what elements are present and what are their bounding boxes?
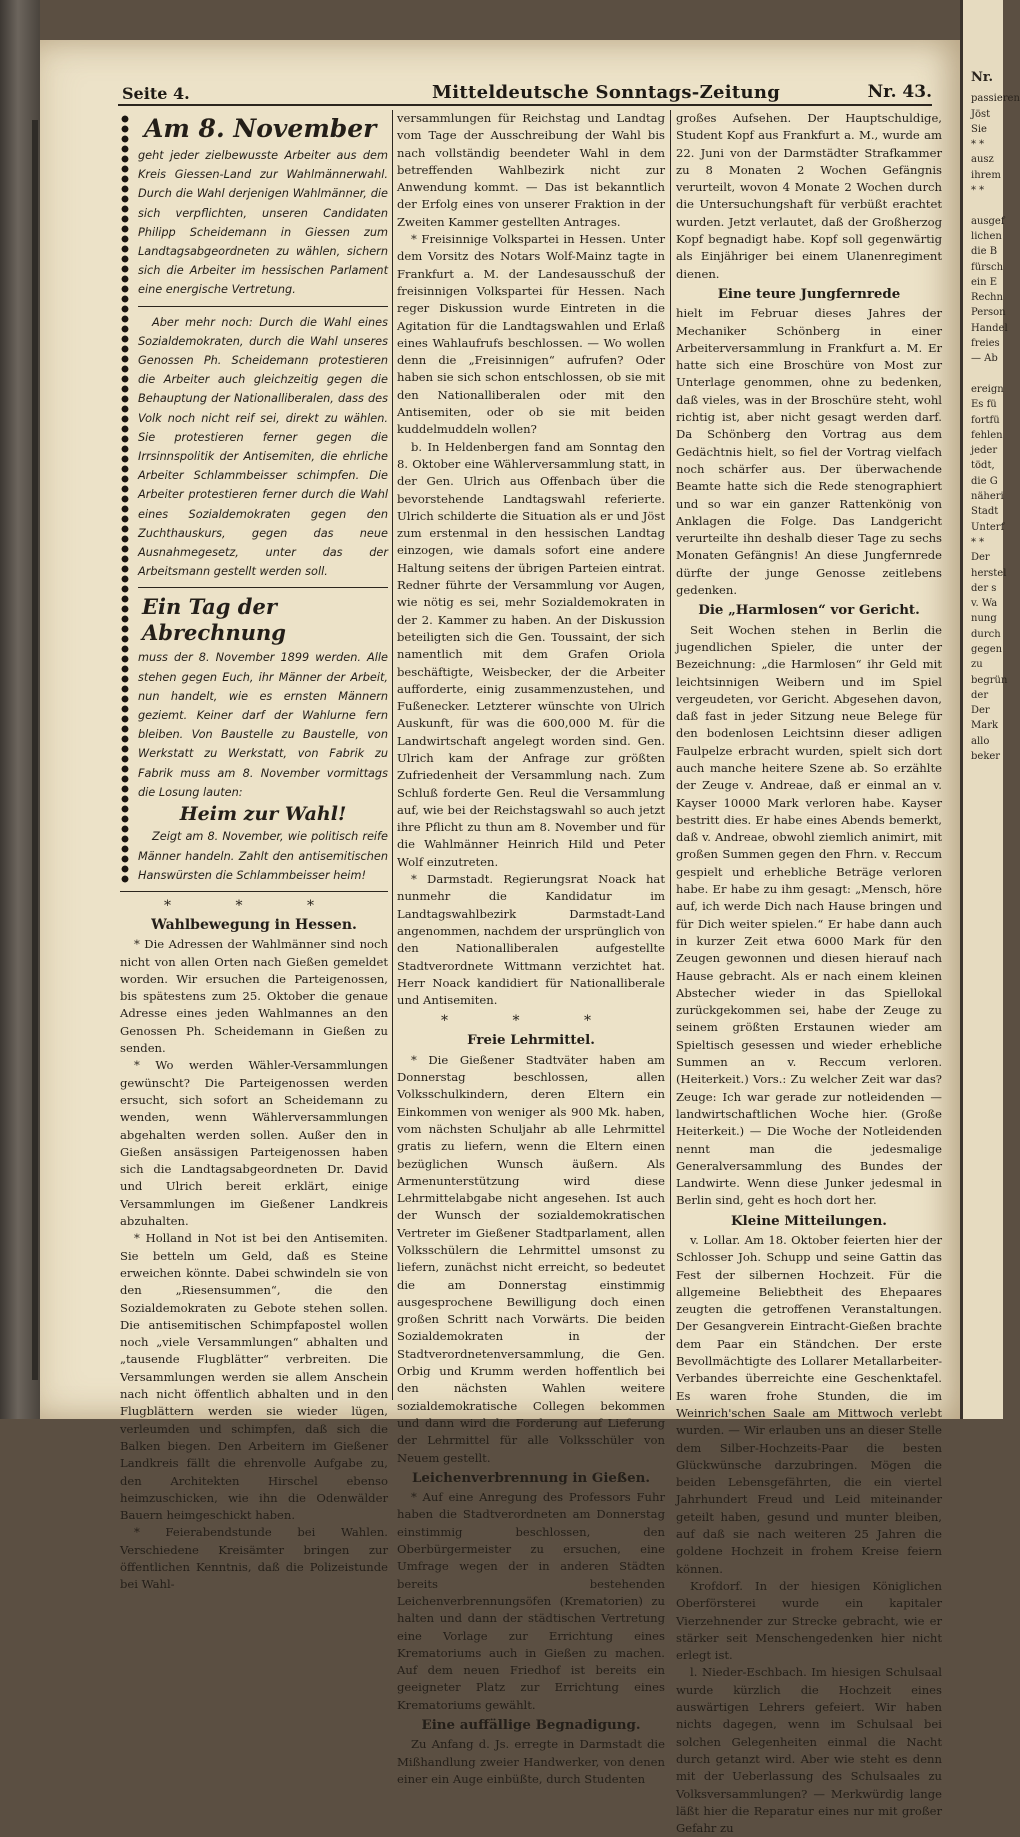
paragraph: Zu Anfang d. Js. erregte in Darmstadt die Mißhandlung zweier Handwerker, von denen einer ein Auge einbüßte, durch Studenten <box>397 1737 665 1786</box>
edge-line: die B <box>971 246 998 258</box>
edge-line: lichen <box>971 230 1002 242</box>
dotted-border <box>120 114 130 885</box>
article-heading: Eine teure Jungfernrede <box>717 285 901 302</box>
book-binding <box>0 0 40 1419</box>
header-rule <box>118 104 932 106</box>
edge-line: — Ab <box>971 353 998 365</box>
edge-line: * * <box>971 185 985 197</box>
edge-line: Jöst <box>971 108 991 120</box>
edge-line: Stadt <box>971 506 999 518</box>
edge-line <box>971 198 1005 213</box>
edge-line: fehlen <box>971 429 1003 441</box>
masthead <box>122 80 932 104</box>
edge-line: fortfü <box>971 414 1000 426</box>
paragraph: * Auf eine Anregung des Professors Fuhr haben die Stadtverordneten am Donnerstag einstimmig beschlossen, den Oberbürgermeister zu ersuchen, eine Umfrage wegen der in anderen Städten bereits bestehenden Leichenverbrennungsöfen (Krematorien) zu halten und dann der städtischen Vertretung eine Vorlage zur Errichtung eines Krematoriums auch in Gießen zu machen. Auf dem neuen Friedhof ist bereits ein geeigneter Platz zur Errichtung eines Krematoriums gewählt. <box>397 1490 665 1712</box>
edge-line: nung <box>971 613 997 625</box>
appeal-text: muss der 8. November 1899 werden. Alle stehen gegen Euch, ihr Männer der Arbeit, nun handelt, wie es ernsten Männern geziemt. Keiner darf der Wahlurne fern bleiben. Von Baustelle zu Baustelle, von Werkstatt zu Werkstatt, von Fabrik zu Fabrik muss am 8. November vormittags die Losung lauten: <box>138 651 388 799</box>
paragraph: * Feierabendstunde bei Wahlen. Verschiedene Kreisämter bringen zur öffentlichen Kenntnis, daß die Polizeistunde bei Wahl- <box>120 1525 388 1592</box>
section-heading: Wahlbewegung in Hessen. <box>151 917 357 933</box>
article-heading: Kleine Mitteilungen. <box>731 1212 887 1229</box>
edge-line: gegen <box>971 643 1003 655</box>
edge-line: Sie <box>971 123 987 135</box>
edge-line: jeder <box>971 445 998 457</box>
section-separator: * * * <box>441 1013 621 1030</box>
paragraph: großes Aufsehen. Der Hauptschuldige, Student Kopf aus Frankfurt a. M., wurde am 22. Juni von der Darmstädter Strafkammer zu 8 Monaten 2 Wochen Gefängnis verurteilt, wovon 4 Monate 2 Wochen durch die Untersuchungshaft für verbüßt erachtet wurden. Jetzt verlautet, daß der Großherzog Kopf begnadigt habe. Kopf soll gegenwärtig als Einjähriger bei einem Ulanenregiment dienen. <box>676 111 942 281</box>
paragraph: * Wo werden Wähler-Versammlungen gewünscht? Die Parteigenossen werden ersucht, sich sofort an Scheidemann zu wenden, wenn Wählerversammlungen abgehalten werden sollen. Außer den in Gießen ansässigen Parteigenossen haben sich die Landtagsabgeordneten Dr. David und Ulrich bereit erklärt, einige Versammlungen im Gießener Landkreis abzuhalten. <box>120 1058 388 1229</box>
column-rule <box>670 110 671 1400</box>
article-heading: Eine auffällige Begnadigung. <box>421 1717 641 1734</box>
edge-line: durch <box>971 628 1001 640</box>
edge-line: Handel <box>971 322 1008 334</box>
edge-line: näheri <box>971 491 1004 503</box>
paragraph: hielt im Februar dieses Jahres der Mechaniker Schönberg in einer Arbeiterversammlung in Frankfurt a. M. Er hatte sich eine Broschüre von Most zur Unterlage genommen, ohne zu bedenken, daß vieles, was in der Broschüre steht, wohl richtig ist, aber nicht gesagt werden darf. Da Schönberg den Vortrag aus dem Gedächtnis hielt, so fiel der Vortrag vielfach noch schärfer aus. Der überwachende Beamte hatte sich die Rede stenographiert und so war ein ganzer Rattenkönig von Anklagen die Folge. Das Landgericht verurteilte ihn deshalb dieser Tage zu sechs Monaten Gefängnis! An diese Jungfernrede dürfte der junge Genosse zeitlebens gedenken. <box>676 306 942 598</box>
edge-line: ein E <box>971 276 998 288</box>
appeal-text: geht jeder zielbewusste Arbeiter aus dem Kreis Giessen-Land zur Wahlmännerwahl. Durch die Wahl derjenigen Wahlmänner, die sich verpflichten, unseren Candidaten Philipp Scheidemann in Giessen zum Landtagsabgeordneten zu wählen, sichern sich die Arbeiter im hessischen Parlament eine energische Vertretung. <box>138 149 388 297</box>
edge-line: Der <box>971 552 990 564</box>
page-number: Seite 4. <box>122 84 190 103</box>
appeal-slogan: Heim zur Wahl! <box>179 803 347 826</box>
edge-line: Rechn <box>971 292 1003 304</box>
next-page-edge <box>960 0 1020 1419</box>
divider <box>138 587 388 588</box>
edge-line: Person <box>971 307 1006 319</box>
column-3 <box>676 110 942 1836</box>
article-heading: Die „Harmlosen“ vor Gericht. <box>698 602 920 619</box>
edge-line: ausz <box>971 154 994 166</box>
paragraph: * Die Adressen der Wahlmänner sind noch nicht von allen Orten nach Gießen gemeldet worden. Wir ersuchen die Parteigenossen, bis spätestens zum 25. Oktober die genaue Adresse eines jeden Wahlmannes an den Genossen Ph. Scheidemann in Gießen zu senden. <box>120 937 388 1056</box>
edge-line: allo <box>971 735 990 747</box>
edge-line: v. Wa <box>971 598 998 610</box>
edge-line: ereign <box>971 383 1004 395</box>
paragraph: * Darmstadt. Regierungsrat Noack hat nunmehr die Kandidatur im Landtagswahlbezirk Darmstadt-Land angenommen, nachdem der ursprünglich von den Nationalliberalen aufgestellte Stadtverordnete Wittmann verzichtet hat. Herr Noack kandidiert für Nationalliberale und Antisemiten. <box>397 872 665 1008</box>
newspaper-title: Mitteldeutsche Sonntags-Zeitung <box>432 82 781 103</box>
paragraph: * Die Gießener Stadtväter haben am Donnerstag beschlossen, allen Volksschulkindern, deren Eltern ein Einkommen von weniger als 900 Mk. haben, vom nächsten Schuljahr ab alle Lehrmittel gratis zu liefern, wenn die Eltern einen bezüglichen Wunsch äußern. Als Armenunterstützung wird diese Lehrmittelabgabe nicht angesehen. Ist auch der Wunsch der sozialdemokratischen Vertreter im Gießener Stadtparlament, allen Volksschülern die Lehrmittel umsonst zu liefern, zunächst nicht erreicht, so bedeutet die am Donnerstag einstimmig ausgesprochene Bewilligung doch einen großen Schritt nach Vorwärts. Die beiden Sozialdemokraten in der Stadtverordnetenversammlung, die Gen. Orbig und Krumm werden hoffentlich bei den nächsten Wahlen weitere sozialdemokratische Collegen bekommen und dann wird die Forderung auf Lieferung der Lehrmittel für alle Volksschüler von Neuem gestellt. <box>397 1052 665 1465</box>
appeal-text: Aber mehr noch: Durch die Wahl eines Sozialdemokraten, durch die Wahl unseres Genossen Ph. Scheidemann protestieren die Arbeiter auch gleichzeitig gegen die Behauptung der Nationalliberalen, dass des Volk noch nicht reif sei, direkt zu wählen. Sie protestieren ferner gegen die Irrsinnspolitik der Antisemiten, die ehrliche Arbeiter Schlammbeisser schimpfen. Die Arbeiter protestieren ferner durch die Wahl eines Sozialdemokraten gegen den Zuchthauskurs, gegen das neue Ausnahmegesetz, unter das der Arbeitsmann gestellt werden soll. <box>138 315 388 579</box>
election-appeal-box <box>120 114 388 885</box>
edge-line: zu <box>971 659 983 671</box>
column-1 <box>120 110 388 1592</box>
edge-line <box>971 367 1005 382</box>
edge-line: Der <box>971 705 990 717</box>
article-heading: Freie Lehrmittel. <box>467 1032 595 1049</box>
edge-line: der s <box>971 582 997 594</box>
appeal-title: Am 8. November <box>144 114 377 143</box>
edge-line: begrün <box>971 674 1008 686</box>
issue-number: Nr. 43. <box>867 82 932 102</box>
edge-line: Es fü <box>971 399 997 411</box>
appeal-text: Zeigt am 8. November, wie politisch reife Männer handeln. Zahlt den antisemitischen Hanswürsten die Schlammbeisser heim! <box>138 830 388 882</box>
divider <box>138 306 388 307</box>
paragraph: * Holland in Not ist bei den Antisemiten. Sie betteln um Geld, daß es Steine erweichen könnte. Dabei schwindeln sie von den „Riesensummen“, die den Sozialdemokraten zu Gebote stehen sollen. Die antisemitischen Schimpfapostel wollen noch „viele Versammlungen“ abhalten und „tausende Flugblätter“ verbreiten. Die Versammlungen werden sie allem Anschein nach nicht öffentlich abhalten und in den Flugblättern werden sie wieder lügen, verleumden und schimpfen, daß sich die Balken biegen. Den Arbeitern im Gießener Landkreis fällt die ehrenvolle Aufgabe zu, den Architekten Hirschel ebenso heimzuschicken, wie ihn die Odenwälder Bauern heimgeschickt haben. <box>120 1231 388 1523</box>
paragraph: versammlungen für Reichstag und Landtag vom Tage der Ausschreibung der Wahl bis nach vollständig beendeter Wahl in dem betreffenden Wahlbezirk nicht zur Anwendung kommt. — Das ist bekanntlich der Erfolg eines von unserer Fraktion in der Zweiten Kammer gestellten Antrages. <box>397 111 665 229</box>
edge-line: beker <box>971 751 1001 763</box>
next-page-number: Nr. <box>971 70 994 85</box>
next-page-fragment <box>971 70 1020 764</box>
section-separator: * * * <box>164 898 344 914</box>
edge-line: Unterf <box>971 521 1005 533</box>
edge-line: die G <box>971 475 998 487</box>
divider <box>120 891 388 892</box>
edge-line: ihrem <box>971 169 1001 181</box>
edge-line: * * <box>971 536 985 548</box>
edge-line: tödt, <box>971 460 995 472</box>
edge-line: passieren <box>971 93 1020 105</box>
paragraph: l. Nieder-Eschbach. Im hiesigen Schulsaal wurde kürzlich die Hochzeit eines auswärtigen Lehrers gefeiert. Wir haben nichts dagegen, wenn im Schulsaal bei solchen Gelegenheiten einmal die Nacht durch getanzt wird. Aber wie steht es denn mit der Ueberlassung des Schulsaales zu Volksversammlungen? — Merkwürdig lange läßt hier die Reparatur eines nur mit großer Gefahr zu <box>676 1665 942 1836</box>
paragraph: b. In Heldenbergen fand am Sonntag den 8. Oktober eine Wählerversammlung statt, in der Gen. Ulrich aus Offenbach über die bevorstehende Landtagswahl referierte. Ulrich schilderte die Situation als er und Jöst zum erstenmal in den hessischen Landtag einzogen, wie damals sofort eine andere Haltung seitens der übrigen Parteien eintrat. Redner führte der Versammlung vor Augen, wie nötig es sei, mehr Sozialdemokraten in der 2. Kammer zu haben. An der Diskussion beteiligten sich die Gen. Toussaint, der sich namentlich mit dem Grafen Oriola beschäftigte, Weisbecker, der die Arbeiter aufforderte, einig zusammenzustehen, und Fußenecker. Letzterer wünschte von Ulrich Auskunft, für was die 600,000 M. für die Landwirtschaft angelegt worden sind. Gen. Ulrich kam der Anfrage zur größten Zufriedenheit der Versammlung nach. Zum Schluß forderte Gen. Reul die Versammlung auf, wie bei der Reichstagswahl so auch jetzt ihre Pflicht zu thun am 8. November und für die Wahlmänner Heinrich Hild und Peter Wolf einzutreten. <box>397 439 665 869</box>
paragraph: Seit Wochen stehen in Berlin die jugendlichen Spieler, die unter der Bezeichnung: „die Harmlosen“ ihr Geld mit leichtsinnigen Weibern und im Spiel vergeudeten, vor Gericht. Abgesehen davon, daß fast in jeder Sitzung neue Belege für den bodenlosen Leichtsinn dieser adligen Faulpelze erbracht wurden, spielt sich dort auch manche heitere Szene ab. So erzählte der Zeuge v. Andreae, daß er einmal an v. Kayser 10000 Mark verloren habe. Kayser bestritt dies. Er habe eines Abends bemerkt, daß v. Andreae, obwohl ziemlich animirt, mit großen Summen gegen den Fhrn. v. Reccum gespielt und erhebliche Beträge verloren habe. Er habe zu ihm gesagt: „Mensch, höre auf, ich werde Dich nach Hause bringen und für Dich weiter spielen.“ Er habe dann auch in kurzer Zeit etwa 6000 Mark für den Zeugen gewonnen und diesen hierauf nach Hause gebracht. Als er nach einem kleinen Abstecher wieder in das Spiellokal zurückgekommen sei, habe der Zeuge zu seinem größten Erstaunen wieder am Spieltisch gesessen und wieder erhebliche Summen an v. Reccum verloren. (Heiterkeit.) Vors.: Zu welcher Zeit war das? Zeuge: Ich war gerade zur notleidenden — landwirtschaftlichen Woche hier. (Große Heiterkeit.) — Die Woche der Notleidenden nennt man die jedesmalige Generalversammlung des Bundes der Landwirte. Wenn diese Junker jedesmal in Berlin sind, geht es hoch dort her. <box>676 622 942 1208</box>
paragraph: * Freisinnige Volkspartei in Hessen. Unter dem Vorsitz des Notars Wolf-Mainz tagte in Frankfurt a. M. der Landesausschuß der freisinnigen Volkspartei für Hessen. Nach reger Diskussion wurde Eintreten in die Agitation für die Landtagswahlen und Erlaß eines Wahlaufrufs beschlossen. — Wo wollen denn die „Freisinnigen“ aufrufen? Oder haben sie sich schon entschlossen, ob sie mit den Nationalliberalen oder mit den Antisemiten, oder ob sie mit beiden kuddelmuddeln wollen? <box>397 232 665 437</box>
edge-line: freies <box>971 338 1000 350</box>
edge-line: ausgef <box>971 215 1005 227</box>
article-heading: Leichenverbrennung in Gießen. <box>411 1469 651 1486</box>
edge-line: der <box>971 689 989 701</box>
edge-line: * * <box>971 139 985 151</box>
paragraph: v. Lollar. Am 18. Oktober feierten hier der Schlosser Joh. Schupp und seine Gattin das Fest der silbernen Hochzeit. Für die allgemeine Beliebtheit des Ehepaares zeugten die getroffenen Veranstaltungen. Der Gesangverein Eintracht-Gießen brachte dem Paar ein Ständchen. Der erste Bevollmächtigte des Lollarer Metallarbeiter-Verbandes überreichte eine Geschenktafel. Es waren frohe Stunden, die im Weinrich'schen Saale am Mittwoch verlebt wurden. — Wir erlauben uns an dieser Stelle dem Silber-Hochzeits-Paar die besten Glückwünsche darzubringen. Mögen die beiden Lebensgefährten, die ein viertel Jahrhundert Freud und Leid miteinander geteilt haben, gesund und munter bleiben, auf daß sie nach weiteren 25 Jahren die goldene Hochzeit in frohem Kreise feiern können. <box>676 1233 942 1576</box>
appeal-subtitle: Ein Tag der Abrechnung <box>142 594 286 646</box>
edge-line: Mark <box>971 720 999 732</box>
edge-line: fürsch <box>971 261 1004 273</box>
edge-line: herstel <box>971 567 1007 579</box>
column-rule <box>392 110 393 1400</box>
column-2 <box>397 110 665 1786</box>
paragraph: Krofdorf. In der hiesigen Königlichen Oberförsterei wurde ein kapitaler Vierzehnender zur Strecke gebracht, wie er stärker seit Menschengedenken hier nicht erlegt ist. <box>676 1578 942 1663</box>
